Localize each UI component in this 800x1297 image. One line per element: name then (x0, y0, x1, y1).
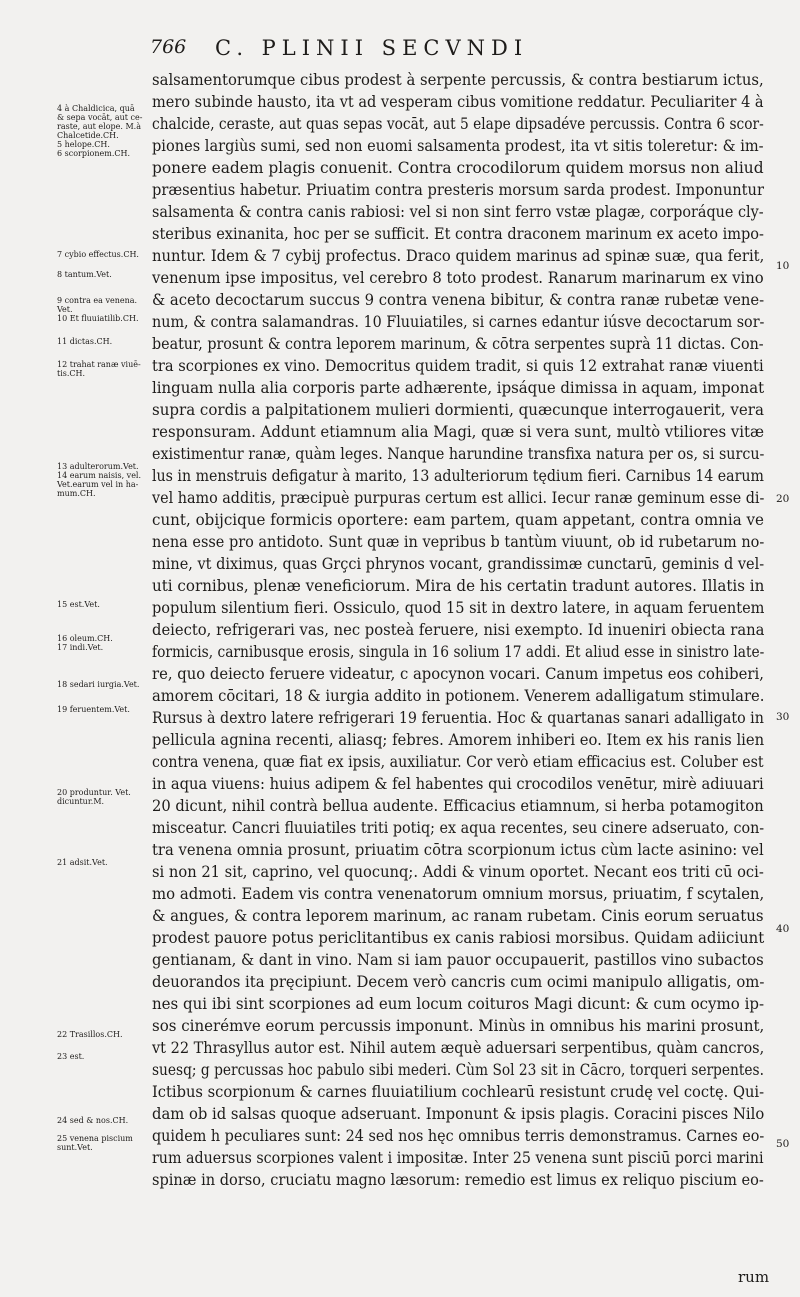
text-line: & angues, & contra leporem marinum, ac ranam rubetam. Cinis eorum seruatus (152, 907, 764, 925)
text-line: piones largiùs sumi, sed non euomi salsamenta prodest, ita vt sitis toleretur: & im- (152, 137, 764, 155)
line-counter: 40 (776, 923, 790, 935)
margin-note: 12 trahat ranæ viuē- (57, 360, 141, 369)
text-line: existimentur ranæ, quàm leges. Nanque harundine transfixa natura per os, si surcu- (152, 445, 765, 463)
text-line: spinæ in dorso, cruciatu magno læsorum: remedio est limus ex reliquo piscium eo- (152, 1171, 764, 1189)
text-line: lus in menstruis defigatur à marito, 13 adulteriorum tędium fieri. Carnibus 14 earum (152, 467, 764, 485)
text-line: tra scorpiones ex vino. Democritus quidem tradit, si quis 12 extrahat ranæ viuenti (152, 357, 764, 375)
margin-note: 8 tantum.Vet. (57, 270, 112, 279)
margin-note: 5 helope.CH. (57, 140, 110, 149)
line-counter: 10 (776, 260, 790, 272)
text-line: misceatur. Cancri fluuiatiles triti potiq; ex aqua recentes, seu cinere adseruato, con- (152, 819, 765, 837)
margin-note: 9 contra ea venena. (57, 296, 138, 305)
text-line: salsamenta & contra canis rabiosi: vel si non sint ferro vstæ plagæ, corporáque cly- (152, 203, 764, 221)
text-line: contra venena, quæ fiat ex ipsis, auxiliatur. Cor verò etiam efficacius est. Coluber est (152, 753, 764, 771)
margin-note: 16 oleum.CH. (57, 634, 113, 643)
text-line: gentianam, & dant in vino. Nam si iam pauor occupauerit, pastillos vino subactos (152, 951, 764, 969)
text-line: tra venena omnia prosunt, priuatim cōtra scorpionum ictus cùm lacte asinino: vel (152, 841, 764, 859)
margin-note: raste, aut elope. M.à (57, 122, 141, 131)
text-line: re, quo deiecto feruere videatur, c apocynon vocari. Canum impetus eos cohiberi, (152, 665, 764, 683)
margin-note: 18 sedari iurgia.Vet. (57, 680, 140, 689)
margin-note: 4 à Chaldicica, quā (57, 104, 135, 113)
margin-note: 19 feruentem.Vet. (57, 705, 130, 714)
text-line: vel hamo additis, præcipuè purpuras certum est allici. Iecur ranæ geminum esse di- (152, 489, 765, 507)
text-line: suesq; g percussas hoc pabulo sibi mederi. Cùm Sol 23 sit in Cācro, torqueri serpentes. (152, 1061, 764, 1079)
text-line: & aceto decoctarum succus 9 contra venena bibitur, & contra ranæ rubetæ vene- (152, 291, 765, 309)
margin-note: 25 venena piscium (57, 1134, 133, 1143)
text-line: cunt, obijcique formicis oportere: eam partem, quam appetant, contra omnia ve (152, 511, 764, 529)
margin-note: mum.CH. (57, 489, 96, 498)
margin-note: dicuntur.M. (57, 797, 105, 806)
margin-note: 24 sed & nos.CH. (57, 1116, 129, 1125)
margin-note: Chalcetide.CH. (57, 131, 119, 140)
margin-note: 15 est.Vet. (57, 600, 100, 609)
text-line: nena esse pro antidoto. Sunt quæ in vepribus b tantùm viuunt, ob id rubetarum no- (152, 533, 765, 551)
margin-note: tis.CH. (57, 369, 86, 378)
text-line: in aqua viuens: huius adipem & fel habentes qui crocodilos venētur, mirè adiuuari (152, 775, 764, 793)
margin-note: sunt.Vet. (57, 1143, 93, 1152)
margin-note: 13 adulterorum.Vet. (57, 462, 139, 471)
text-line: ponere eadem plagis conuenit. Contra crocodilorum quidem morsus non aliud (152, 159, 764, 177)
text-line: si non 21 sit, caprino, vel quocunq;. Addi & vinum oportet. Necant eos triti cū oci- (152, 863, 764, 881)
text-line: pellicula agnina recenti, aliasq; febres. Amorem inhiberi eo. Item ex his ranis lien (152, 731, 765, 749)
margin-note: 21 adsit.Vet. (57, 858, 108, 867)
margin-note: 11 dictas.CH. (57, 337, 113, 346)
text-line: salsamentorumque cibus prodest à serpente percussis, & contra bestiarum ictus, (152, 71, 764, 89)
text-line: linguam nulla alia corporis parte adhærente, ipsáque dimissa in aquam, imponat (152, 379, 765, 397)
line-counter: 50 (776, 1138, 790, 1150)
text-line: vt 22 Thrasyllus autor est. Nihil autem æquè aduersari serpentibus, quàm cancros, (152, 1039, 765, 1057)
running-head: C. PLINII SECVNDI (215, 36, 529, 60)
line-counter: 20 (776, 493, 790, 505)
text-line: Ictibus scorpionum & carnes fluuiatilium cochlearū resistunt crudę vel coctę. Qui- (152, 1083, 765, 1101)
margin-note: 23 est. (57, 1052, 85, 1061)
margin-note: 17 indi.Vet. (57, 643, 104, 652)
text-line: nes qui ibi sint scorpiones ad eum locum coituros Magi dicunt: & cum ocymo ip- (152, 995, 765, 1013)
margin-note: & sepa vocāt, aut ce- (57, 113, 143, 122)
text-line: responsuram. Addunt etiamnum alia Magi, quæ si vera sunt, multò vtiliores vitæ (152, 423, 765, 441)
text-line: deuorandos ita pręcipiunt. Decem verò cancris cum ocimi manipulo alligatis, om- (152, 973, 765, 991)
text-line: nuntur. Idem & 7 cybij profectus. Draco quidem marinus ad spinæ suæ, qua ferit, (152, 247, 765, 265)
page-number: 766 (150, 36, 187, 58)
margin-note: 22 Trasillos.CH. (57, 1030, 123, 1039)
text-line: rum aduersus scorpiones valent i impositæ. Inter 25 venena sunt pisciū porci marini (152, 1149, 764, 1167)
margin-note: Vet. (57, 305, 73, 314)
text-line: mine, vt diximus, quas Grçci phrynos vocant, grandissimæ cunctarū, geminis d vel- (152, 555, 765, 573)
catchword: rum (738, 1268, 770, 1286)
margin-note: 20 produntur. Vet. (57, 788, 131, 797)
margin-note: 7 cybio effectus.CH. (57, 250, 139, 259)
text-line: num, & contra salamandras. 10 Fluuiatiles, si carnes edantur iúsve decoctarum sor- (152, 313, 765, 331)
text-line: supra cordis a palpitationem mulieri dormienti, quæcunque interrogauerit, vera (152, 401, 764, 419)
text-line: amorem cōcitari, 18 & iurgia addito in potionem. Venerem adalligatum stimulare. (152, 687, 765, 705)
text-line: beatur, prosunt & contra leporem marinum, & cōtra serpentes suprà 11 dictas. Con- (152, 335, 764, 353)
text-line: prodest pauore potus periclitantibus ex canis rabiosi morsibus. Quidam adiiciunt (152, 929, 765, 947)
margin-note: 6 scorpionem.CH. (57, 149, 131, 158)
text-line: venenum ipse impositus, vel cerebro 8 toto prodest. Ranarum marinarum ex vino (152, 269, 764, 287)
text-line: populum silentium fieri. Ossiculo, quod 15 sit in dextro latere, in aquam feruentem (152, 599, 765, 617)
text-line: Rursus à dextro latere refrigerari 19 feruentia. Hoc & quartanas sanari adalligato in (152, 709, 764, 727)
text-line: steribus exinanita, hoc per se sufficit. Et contra draconem marinum ex aceto impo- (152, 225, 764, 243)
text-line: sos cinerémve eorum percussis imponunt. Minùs in omnibus his marini prosunt, (152, 1017, 765, 1035)
text-line: præsentius habetur. Priuatim contra presteris morsum sarda prodest. Imponuntur (152, 181, 764, 199)
text-line: formicis, carnibusque erosis, singula in 16 solium 17 addi. Et aliud esse in sinistro late- (152, 643, 765, 661)
text-line: 20 dicunt, nihil contrà bellua audente. Efficacius etiamnum, si herba potamogiton (152, 797, 764, 815)
line-counter: 30 (776, 711, 790, 723)
margin-note: Vet.earum vel in ha- (57, 480, 139, 489)
text-line: uti cornibus, plenæ veneficiorum. Mira de his certatin tradunt autores. Illatis in (152, 577, 765, 595)
text-line: chalcide, ceraste, aut quas sepas vocāt, aut 5 elape dipsadéve percussis. Contra 6 scor- (152, 115, 764, 133)
text-line: mero subinde hausto, ita vt ad vesperam cibus vomitione reddatur. Peculiariter 4 à (152, 93, 764, 111)
margin-note: 10 Et fluuiatilib.CH. (57, 314, 139, 323)
text-line: dam ob id salsas quoque adseruant. Imponunt & ipsis plagis. Coracini pisces Nilo (152, 1105, 765, 1123)
text-line: mo admoti. Eadem vis contra venenatorum omnium morsus, priuatim, f scytalen, (152, 885, 765, 903)
text-line: quidem h peculiares sunt: 24 sed nos hęc omnibus terris demonstramus. Carnes eo- (152, 1127, 765, 1145)
text-line: deiecto, refrigerari vas, nec posteà feruere, nisi exempto. Id inueniri obiecta rana (152, 621, 765, 639)
margin-note: 14 earum naisis, vel. (57, 471, 142, 480)
